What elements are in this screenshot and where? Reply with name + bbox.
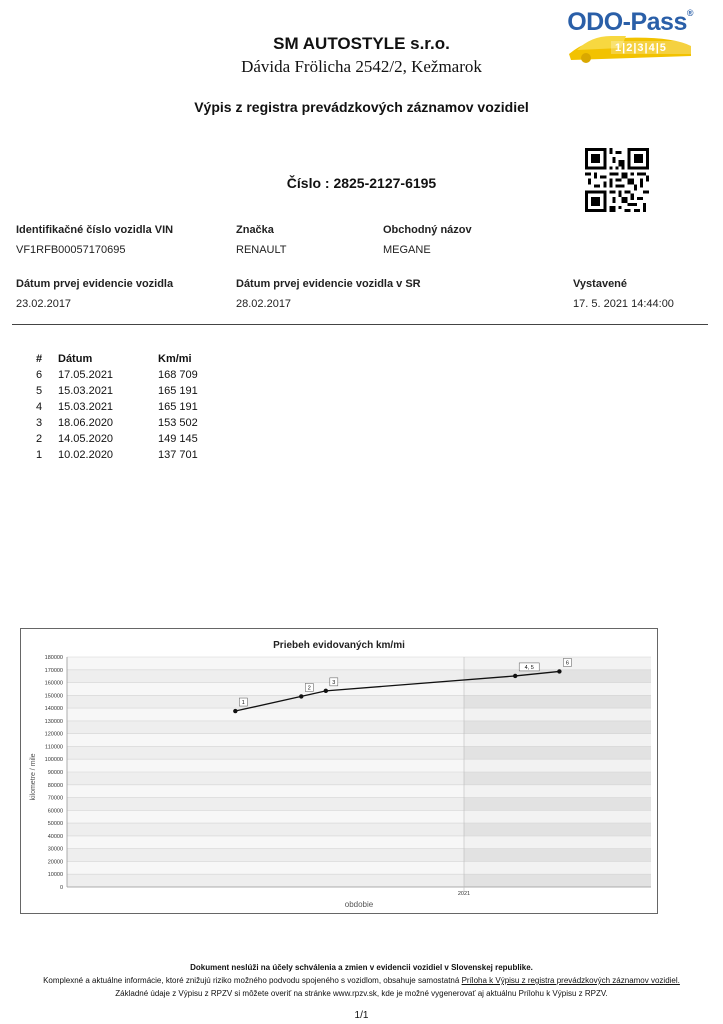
y-tick-label: 110000 — [45, 744, 63, 751]
car-odometer-icon — [551, 6, 701, 68]
data-point — [324, 689, 328, 693]
row-km: 168 709 — [158, 369, 198, 381]
y-tick-label: 60000 — [47, 808, 63, 815]
footer-verify: Základné údaje z Výpisu z RPZV si môžete overiť na stránke www.rpzv.sk, kde je možné vygenerovať aj aktuálnu Prílohu k Výpisu z RPZV. — [115, 989, 608, 998]
y-tick-label: 70000 — [47, 795, 63, 802]
issued-label: Vystavené — [573, 278, 628, 290]
x-tick-label: 2021 — [457, 891, 471, 897]
table-row — [28, 415, 218, 431]
table-header-row — [28, 353, 218, 367]
row-km: 165 191 — [158, 385, 198, 397]
table-row — [28, 399, 218, 415]
document-number: Číslo : 2825-2127-6195 — [286, 175, 437, 191]
grid-band — [67, 836, 651, 849]
brand-label: Značka — [236, 224, 274, 236]
page-number: 1/1 — [354, 1010, 369, 1021]
y-tick-label: 150000 — [44, 693, 63, 700]
info-divider — [12, 324, 708, 325]
row-date: 18.06.2020 — [58, 417, 114, 429]
row-date: 14.05.2020 — [58, 433, 114, 445]
y-tick-label: 180000 — [44, 655, 63, 661]
column-header-number: # — [35, 353, 43, 365]
y-tick-label: 20000 — [47, 859, 63, 866]
y-tick-label: 90000 — [47, 770, 63, 776]
y-tick-label: 100000 — [44, 757, 63, 764]
y-tick-label: 40000 — [47, 833, 63, 840]
row-km: 153 502 — [158, 417, 198, 429]
first-registration-sr-value: 28.02.2017 — [236, 298, 292, 310]
y-tick-label: 170000 — [44, 667, 63, 674]
document-title: Výpis z registra prevádzkových záznamov vozidiel — [194, 99, 529, 115]
table-row — [28, 431, 218, 447]
row-date: 15.03.2021 — [58, 385, 114, 397]
first-registration-label: Dátum prvej evidencie vozidla — [16, 278, 174, 290]
company-name: SM AUTOSTYLE s.r.o. — [273, 34, 450, 53]
brand-value: RENAULT — [236, 244, 287, 256]
data-point — [299, 694, 303, 698]
grid-band — [67, 810, 651, 823]
table-row — [28, 383, 218, 399]
row-km: 165 191 — [158, 401, 198, 413]
grid-band — [67, 683, 651, 696]
data-label: 6 — [565, 660, 569, 667]
y-tick-label: 80000 — [47, 782, 63, 789]
vin-value: VF1RFB00057170695 — [16, 244, 126, 256]
grid-band — [67, 785, 651, 798]
model-label: Obchodný názov — [383, 224, 472, 236]
column-header-date: Dátum — [58, 353, 93, 365]
chart-y-axis-label: kilometre / mile — [30, 753, 37, 801]
data-point — [557, 669, 561, 673]
table-row — [28, 447, 218, 463]
y-tick-label: 50000 — [47, 821, 63, 828]
logo-steps: 1|2|3|4|5 — [615, 42, 667, 54]
row-number: 5 — [35, 385, 43, 397]
logo-registered-mark: ® — [686, 8, 693, 18]
y-tick-label: 140000 — [44, 706, 63, 713]
y-tick-label: 30000 — [47, 846, 63, 853]
y-tick-label: 130000 — [44, 718, 63, 725]
row-number: 4 — [35, 401, 43, 413]
mileage-chart — [21, 629, 657, 913]
footer-disclaimer: Dokument neslúži na účely schválenia a zmien v evidencii vozidiel v Slovenskej republike. — [190, 963, 533, 972]
footer-info — [0, 976, 723, 985]
issued-value: 17. 5. 2021 14:44:00 — [573, 298, 674, 310]
chart-x-axis-label: obdobie — [344, 900, 374, 909]
first-registration-sr-label: Dátum prvej evidencie vozidla v SR — [236, 278, 421, 290]
grid-band — [67, 759, 651, 772]
vin-label: Identifikačné číslo vozidla VIN — [16, 224, 174, 236]
row-date: 15.03.2021 — [58, 401, 114, 413]
qr-code-icon — [585, 148, 649, 212]
y-tick-label: 10000 — [47, 872, 63, 879]
company-address: Dávida Frölicha 2542/2, Kežmarok — [241, 57, 482, 76]
data-label: 4, 5 — [524, 664, 534, 671]
row-number: 1 — [35, 449, 43, 461]
chart-title: Priebeh evidovaných km/mi — [273, 640, 405, 651]
y-tick-label: 0 — [59, 885, 63, 891]
logo-text: ODO-Pass — [567, 8, 687, 36]
row-date: 10.02.2020 — [58, 449, 114, 461]
data-label: 1 — [241, 700, 245, 707]
table-row — [28, 367, 218, 383]
data-label: 2 — [307, 685, 311, 692]
grid-band — [67, 861, 651, 874]
row-number: 6 — [35, 369, 43, 381]
row-km: 149 145 — [158, 433, 198, 445]
column-header-km: Km/mi — [158, 353, 192, 365]
first-registration-value: 23.02.2017 — [16, 298, 72, 310]
odo-pass-logo — [551, 6, 701, 68]
data-point — [513, 674, 517, 678]
grid-band — [67, 708, 651, 721]
odometer-records-table — [28, 353, 218, 463]
data-point — [233, 709, 237, 713]
model-value: MEGANE — [383, 244, 431, 256]
grid-band — [67, 734, 651, 747]
row-date: 17.05.2021 — [58, 369, 114, 381]
y-tick-label: 120000 — [44, 731, 63, 738]
row-number: 2 — [35, 433, 43, 445]
data-label: 3 — [332, 679, 336, 686]
mileage-chart-frame — [20, 628, 658, 914]
y-tick-label: 160000 — [44, 680, 63, 687]
row-number: 3 — [35, 417, 43, 429]
footer-info-text: Komplexné a aktuálne informácie, ktoré znižujú riziko možného podvodu spojeného s vozidlom, obsahuje samostatná — [43, 976, 462, 985]
footer-appendix-link[interactable]: Príloha k Výpisu z registra prevádzkových záznamov vozidiel. — [461, 976, 680, 985]
row-km: 137 701 — [158, 449, 198, 461]
